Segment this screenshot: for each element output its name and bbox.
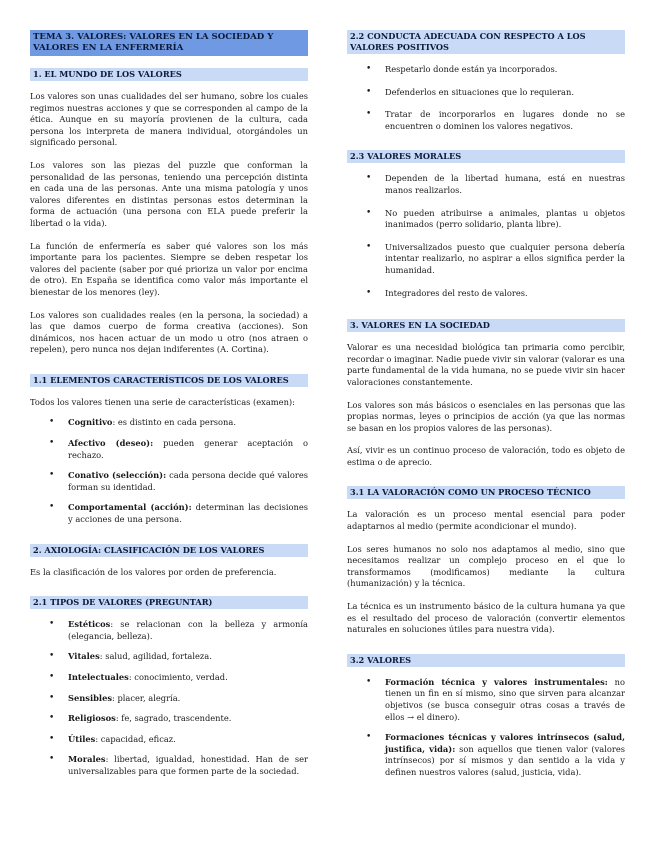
list-item-text: : es distinto en cada persona. — [112, 417, 236, 428]
list-item-term: Formación técnica y valores instrumentales: — [385, 676, 608, 687]
list-item-term: Útiles — [68, 733, 96, 744]
list-item: • Respetarlo donde están ya incorporados. — [347, 64, 625, 76]
list-item — [30, 734, 308, 746]
list-item-term: Conativo (selección): — [68, 470, 167, 481]
paragraph: Los valores son más básicos o esenciales en las personas que las propias normas, leyes o principios de acción (ya que las normas se basan en los propios valores de las personas). — [347, 399, 625, 433]
right-column — [347, 30, 625, 779]
list-item — [30, 619, 308, 642]
list-item-text: : libertad, igualdad, honestidad. Han de ser universalizables para que formen parte de la sociedad. — [68, 754, 308, 776]
list-item-text: determinan las decisiones y acciones de una persona. — [68, 502, 308, 525]
list-item-text: : capacidad, eficaz. — [95, 733, 176, 744]
list-item-text: : placer, alegría. — [112, 692, 181, 703]
list-item-term: Formaciones técnicas y valores intrínsecos (salud, justifica, vida): — [385, 732, 625, 754]
paragraph: La función de enfermería es saber qué valores son los más importante para los pacientes. Siempre se deben respetar los valores del paciente (saber por qué prioriza un valor por encima de otro). En España se identifica como valor más importante el bienestar de los menores (ley). — [30, 240, 308, 297]
left-column — [30, 30, 308, 778]
section-heading: 2. AXIOLOGÍA: CLASIFICACIÓN DE LOS VALORES — [30, 544, 308, 557]
paragraph: La técnica es un instrumento básico de la cultura humana ya que es el resultado del proceso de valoración (convertir elementos naturales en soluciones útiles para nuestra vida). — [347, 601, 625, 635]
list-item — [30, 672, 308, 684]
list-item-text: pueden generar aceptación o rechazo. — [68, 438, 308, 460]
list-item — [347, 732, 625, 778]
list-item-text: : conocimiento, verdad. — [128, 672, 228, 682]
value-types-list — [30, 619, 308, 777]
section-heading: 3.2 VALORES — [347, 654, 625, 667]
list-item-term: Vitales — [68, 651, 100, 662]
section-heading: 2.3 VALORES MORALES — [347, 150, 625, 163]
list-item-term: Religiosos — [68, 713, 116, 724]
list-item-term: Intelectuales — [68, 672, 129, 682]
section-heading: 2.1 TIPOS DE VALORES (PREGUNTAR) — [30, 596, 308, 609]
list-item: • Dependen de la libertad humana, está en nuestras manos realizarlos. — [347, 173, 625, 196]
list-item — [30, 754, 308, 777]
paragraph: Los seres humanos no solo nos adaptamos al medio, sino que necesitamos realizar un complejo proceso en el que lo transformamos (modificamos) mediante la cultura (humanización) y la técnica. — [347, 543, 625, 589]
list-item — [30, 713, 308, 725]
list-item-term: Afectivo (deseo): — [68, 438, 154, 449]
section-heading: 1.1 ELEMENTOS CARACTERÍSTICOS DE LOS VALORES — [30, 374, 308, 387]
list-item-term: Cognitivo — [68, 417, 113, 428]
list-item-text: : se relacionan con la belleza y armonía (elegancia, belleza). — [68, 619, 308, 641]
paragraph: Todos los valores tienen una serie de características (examen): — [30, 396, 295, 407]
list-item — [30, 693, 308, 705]
list-item-term: Morales — [68, 754, 106, 765]
section-heading: 3. VALORES EN LA SOCIEDAD — [347, 319, 625, 332]
paragraph: Los valores son cualidades reales (en la persona, la sociedad) a las que damos cuerpo de forma creativa (acciones). Son dinámicos, nos hacen actuar de un modo u otro (nos atraen o repelen), pero nunca nos dejan indiferentes (A. Cortina). — [30, 309, 308, 355]
moral-values-list — [347, 173, 625, 299]
list-item: • Integradores del resto de valores. — [347, 288, 625, 300]
list-item-text: son aquellos que tienen valor (valores intrínsecos) por sí mismos y dan sentido a la vida y definen nuestros valores (salud, justicia, vida). — [385, 743, 625, 777]
list-item: • Defenderlos en situaciones que lo requieran. — [347, 87, 625, 99]
values-list — [347, 677, 625, 779]
paragraph: La valoración es un proceso mental esencial para poder adaptarnos al medio (permite acondicionar el mundo). — [347, 509, 625, 532]
list-item-text: : fe, sagrado, trascendente. — [115, 713, 232, 724]
list-item — [30, 651, 308, 663]
page-title: TEMA 3. VALORES: VALORES EN LA SOCIEDAD Y VALORES EN LA ENFERMERÍA — [30, 30, 308, 56]
list-item-text: cada persona decide qué valores forman su identidad. — [68, 470, 309, 492]
section-heading: 1. EL MUNDO DE LOS VALORES — [30, 68, 308, 81]
list-item — [347, 677, 625, 723]
paragraph: Valorar es una necesidad biológica tan primaria como percibir, recordar o imaginar. Nadie puede vivir sin valorar (valorar es una parte fundamental de la vida humana, no se puede vivir sin hacer valoraciones constantemente. — [347, 342, 625, 387]
list-item: • No pueden atribuirse a animales, plantas u objetos inanimados (perro solidario, planta libre). — [347, 208, 625, 231]
list-item — [30, 417, 308, 429]
list-item-term: Estéticos — [68, 619, 111, 630]
paragraph: Así, vivir es un continuo proceso de valoración, todo es objeto de estima o de aprecio. — [347, 445, 625, 467]
list-item — [30, 502, 308, 525]
list-item-term: Sensibles — [68, 692, 113, 703]
list-item — [30, 438, 308, 461]
list-item-text: no tienen un fin en sí mismo, sino que sirven para alcanzar objetivos (se busca conseguir otras cosas a través de ellos → el dinero). — [385, 676, 625, 722]
paragraph: Los valores son las piezas del puzzle que conforman la personalidad de las personas, teniendo una percepción distinta en cada una de las personas. Ante una misma patología y unos valores diferentes en distintas personas estos determinan la forma de actuación (una persona con ELA puede preferir la libertad o la vida). — [30, 159, 308, 228]
list-item — [30, 470, 308, 493]
characteristics-list — [30, 417, 308, 525]
paragraph: Los valores son unas cualidades del ser humano, sobre los cuales regimos nuestras acciones y que se corresponden al campo de la ética. Aunque en su mayoría provienen de la cultura, cada persona los interpreta de manera individual, otorgándoles un significado personal. — [30, 91, 308, 148]
section-heading: 3.1 LA VALORACIÓN COMO UN PROCESO TÉCNICO — [347, 486, 625, 499]
list-item-term: Comportamental (acción): — [68, 502, 192, 513]
list-item: • Universalizados puesto que cualquier persona debería intentar realizarlo, no aspirar a ellos significa perder la humanidad. — [347, 242, 625, 277]
list-item-text: : salud, agilidad, fortaleza. — [99, 651, 212, 662]
conduct-list — [347, 64, 625, 132]
section-heading: 2.2 CONDUCTA ADECUADA CON RESPECTO A LOS VALORES POSITIVOS — [347, 30, 625, 54]
paragraph: Es la clasificación de los valores por orden de preferencia. — [30, 566, 277, 577]
list-item: • Tratar de incorporarlos en lugares donde no se encuentren o dominen los valores negativos. — [347, 109, 625, 132]
